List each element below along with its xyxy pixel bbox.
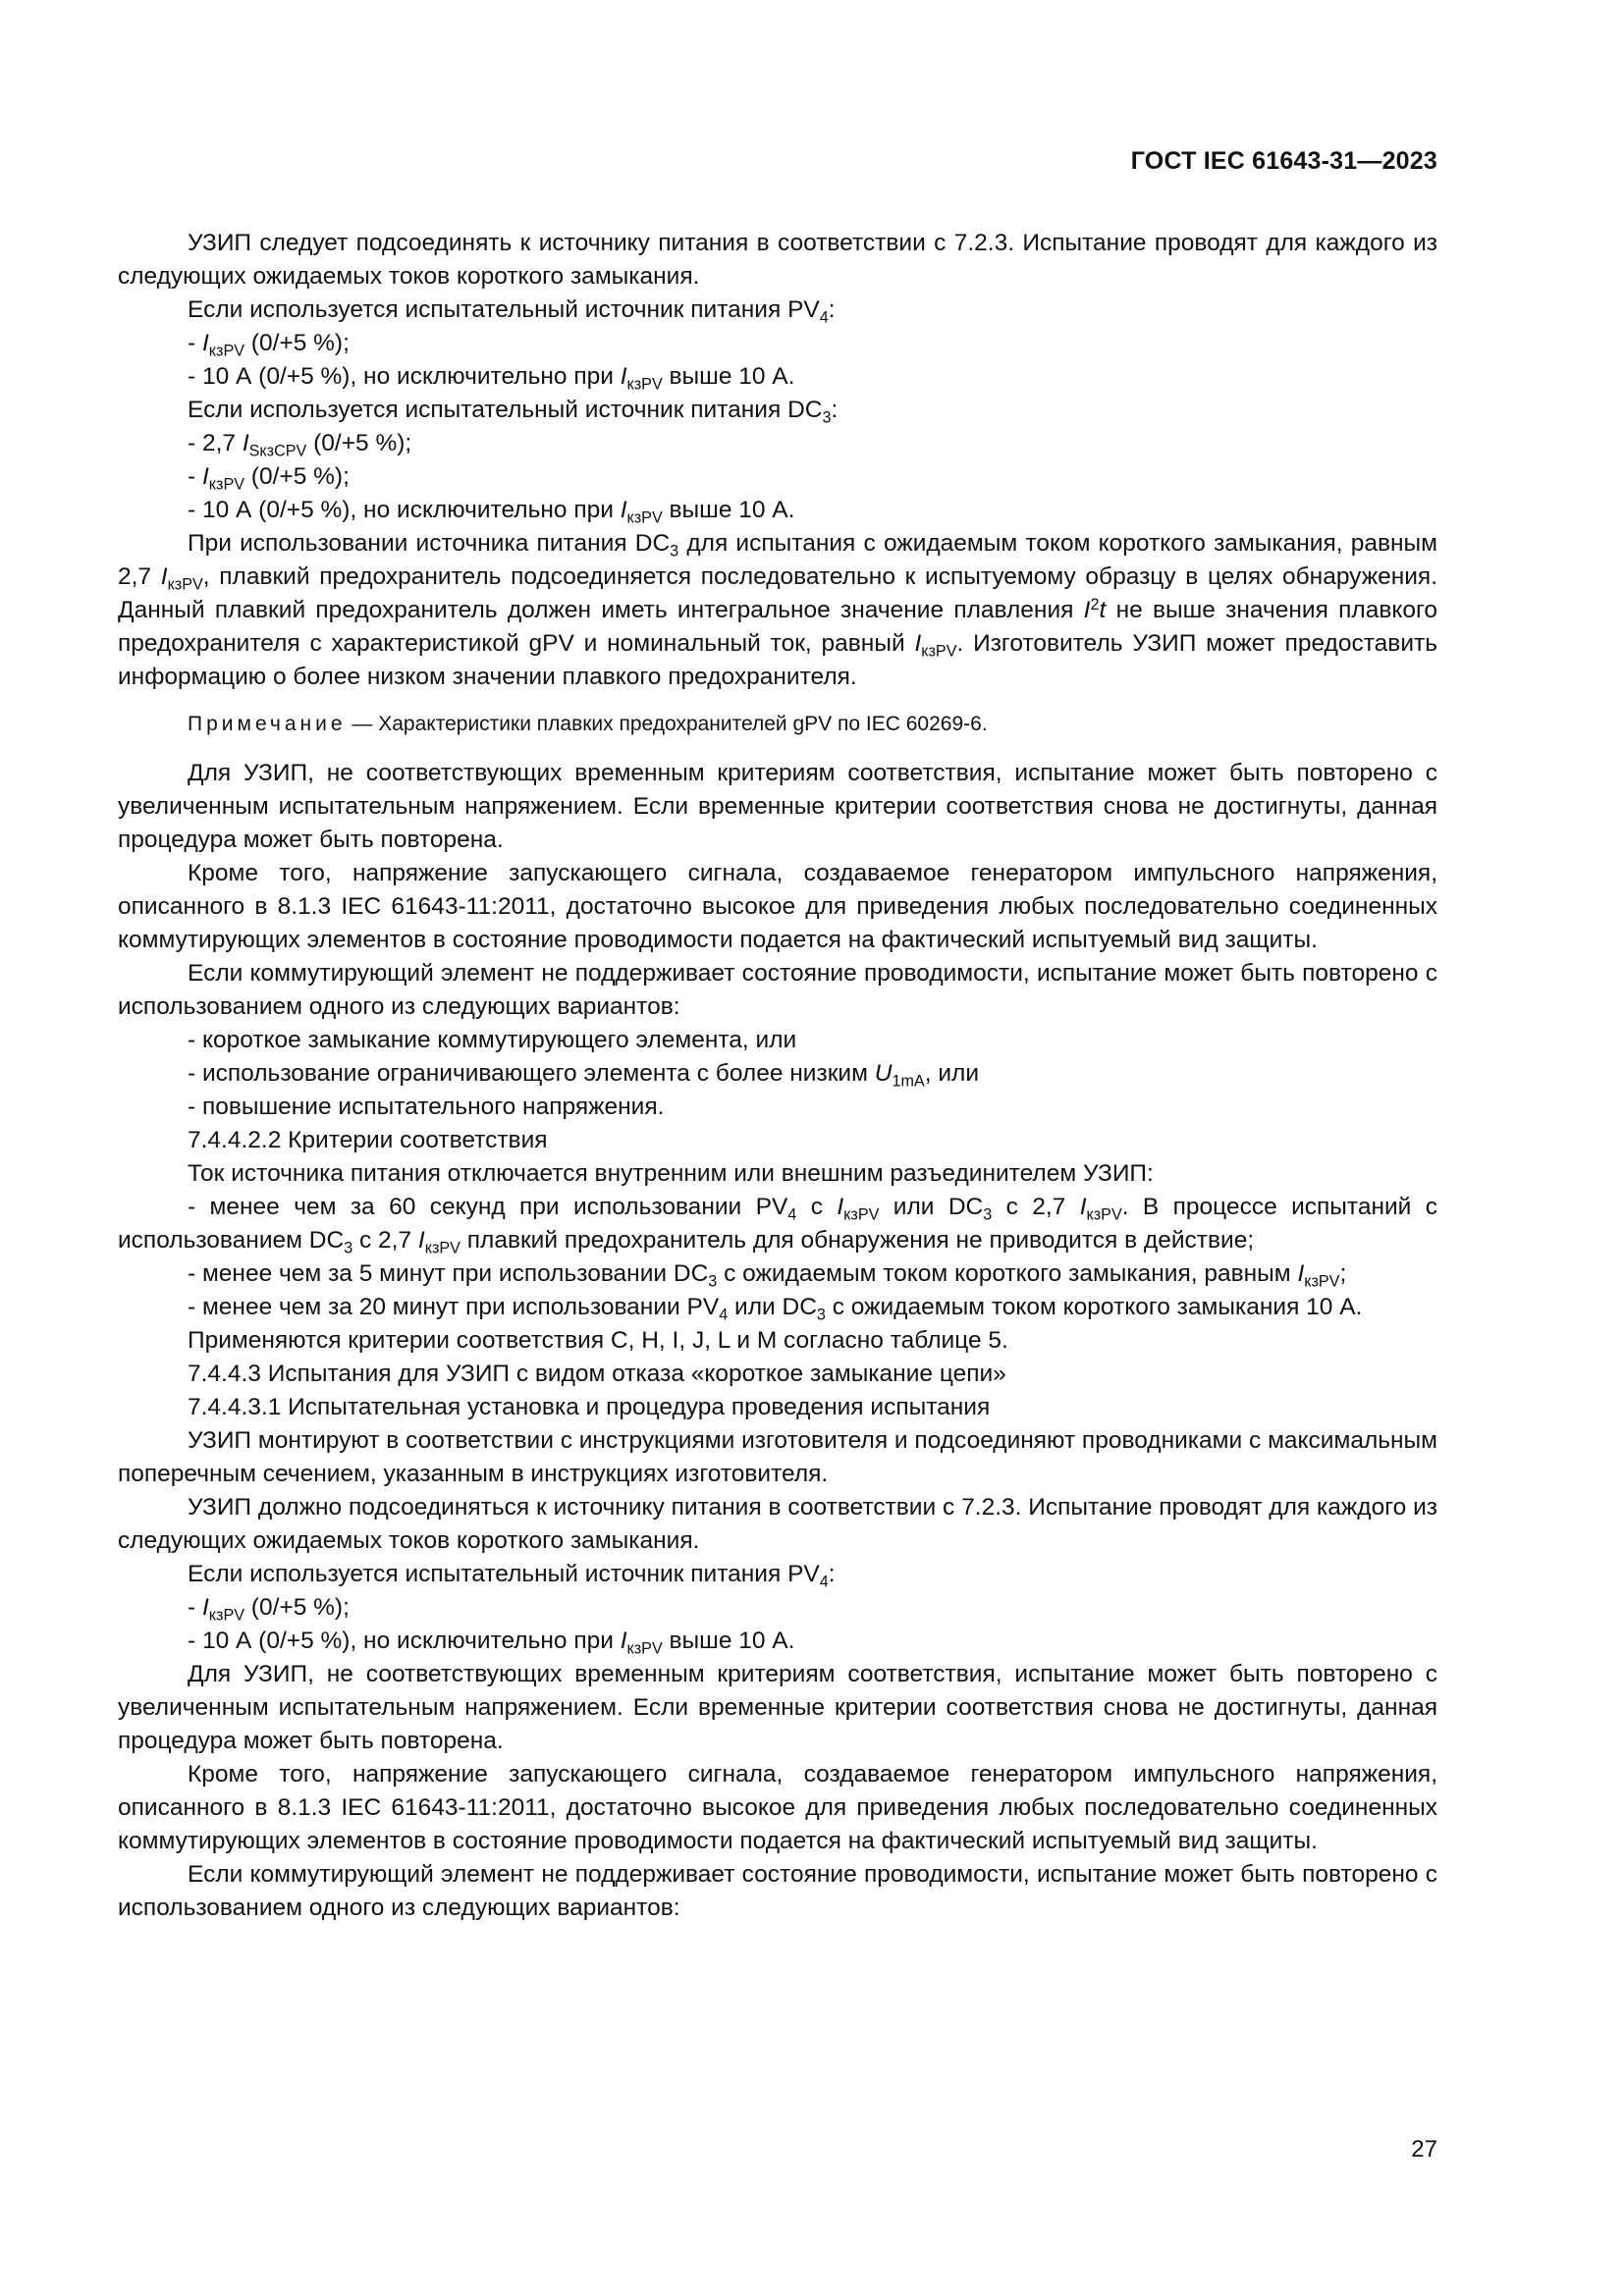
paragraph: Кроме того, напряжение запускающего сигнала, создаваемое генератором импульсного напряжения, описанного в 8.1.3 IEC 61643-11:2011, достаточно высокое для приведения любых последовательно соединенных коммутирующих элементов в состояние проводимости подается на фактический испытуемый вид защиты. (118, 1761, 1437, 1854)
paragraph: УЗИП следует подсоединять к источнику питания в соответствии с 7.2.3. Испытание проводят для каждого из следующих ожидаемых токов короткого замыкания. (118, 230, 1437, 290)
paragraph: Если коммутирующий элемент не поддерживает состояние проводимости, испытание может быть повторено с использованием одного из следующих вариантов: (118, 960, 1437, 1020)
note-label: Примечание (188, 713, 347, 735)
list-item: - 10 А (0/+5 %), но исключительно при $I_{кзPV}$ выше 10 А. (188, 1628, 795, 1658)
list-item: - $I_{кзPV}$ (0/+5 %); (188, 463, 350, 494)
list-item: - 10 А (0/+5 %), но исключительно при $I_{кзPV}$ выше 10 А. (188, 497, 795, 527)
paragraph: Для УЗИП, не соответствующих временным критериям соответствия, испытание может быть повторено с увеличенным испытательным напряжением. Если временные критерии соответствия снова не достигнуты, данная процедура может быть повторена. (118, 760, 1437, 853)
paragraph: Для УЗИП, не соответствующих временным критериям соответствия, испытание может быть повторено с увеличенным испытательным напряжением. Если временные критерии соответствия снова не достигнуты, данная процедура может быть повторена. (118, 1661, 1437, 1754)
list-item: - 10 А (0/+5 %), но исключительно при $I_{кзPV}$ выше 10 А. (188, 363, 795, 394)
paragraph: УЗИП монтируют в соответствии с инструкциями изготовителя и подсоединяют проводниками с максимальным поперечным сечением, указанным в инструкциях изготовителя. (118, 1427, 1437, 1487)
paragraph: Если используется испытательный источник питания $DC_3$: (188, 397, 839, 427)
list-item: - повышение испытательного напряжения. (188, 1094, 665, 1120)
list-item: - менее чем за 20 минут при использовании $PV_4$ или $DC_3$ с ожидаемым током короткого замыкания 10 А. (188, 1294, 1363, 1324)
list-item: - короткое замыкание коммутирующего элемента, или (188, 1027, 797, 1053)
section-heading: 7.4.4.2.2 Критерии соответствия (188, 1127, 548, 1153)
list-item: - менее чем за 60 секунд при использовании $PV_4$ с $I_{кзPV}$ или $DC_3$ с 2,7 $I_{кзPV}$. В процессе испытаний с использованием $DC_3$ с 2,7 $I_{кзPV}$ плавкий предохранитель для обнаружения не приводится в действие; (118, 1194, 1438, 1257)
note: Примечание — Характеристики плавких предохранителей gPV по IEC 60269-6. (188, 713, 988, 735)
paragraph: Ток источника питания отключается внутренним или внешним разъединителем УЗИП: (188, 1160, 1154, 1187)
list-item: - $I_{кзPV}$ (0/+5 %); (188, 1594, 350, 1625)
paragraph: Если коммутирующий элемент не поддерживает состояние проводимости, испытание может быть повторено с использованием одного из следующих вариантов: (118, 1861, 1437, 1921)
paragraph: УЗИП должно подсоединяться к источнику питания в соответствии с 7.2.3. Испытание проводят для каждого из следующих ожидаемых токов короткого замыкания. (118, 1494, 1437, 1554)
section-heading: 7.4.4.3.1 Испытательная установка и процедура проведения испытания (188, 1394, 991, 1420)
paragraph: Если используется испытательный источник питания $PV_4$: (188, 296, 836, 327)
paragraph: Если используется испытательный источник питания $PV_4$: (188, 1561, 836, 1591)
list-item: - менее чем за 5 минут при использовании $DC_3$ с ожидаемым током короткого замыкания, равным $I_{кзPV}$; (188, 1260, 1347, 1291)
list-item: - $I_{кзPV}$ (0/+5 %); (188, 330, 350, 360)
list-item: - использование ограничивающего элемента с более низким $U_{1mA}$, или (188, 1060, 979, 1091)
paragraph: При использовании источника питания $DC_3$ для испытания с ожидаемым током короткого замыкания, равным 2,7 $I_{кзPV}$, плавкий предохранитель подсоединяется последовательно к испытуемому образцу в целях обнаружения. Данный плавкий предохранитель должен иметь интегральное значение плавления $I^2t$ не выше значения плавкого предохранителя с характеристикой gPV и номинальный ток, равный $I_{кзPV}$. Изготовитель УЗИП может предоставить информацию о более низком значении плавкого предохранителя. (118, 530, 1438, 690)
list-item: - 2,7 $I_{SкзCPV}$ (0/+5 %); (188, 430, 412, 460)
document-header: ГОСТ IEC 61643-31—2023 (1130, 147, 1437, 175)
paragraph: Применяются критерии соответствия C, H, I, J, L и M согласно таблице 5. (188, 1327, 1008, 1354)
page-number: 27 (1411, 2136, 1437, 2163)
section-heading: 7.4.4.3 Испытания для УЗИП с видом отказа «короткое замыкание цепи» (188, 1361, 1006, 1387)
paragraph: Кроме того, напряжение запускающего сигнала, создаваемое генератором импульсного напряжения, описанного в 8.1.3 IEC 61643-11:2011, достаточно высокое для приведения любых последовательно соединенных коммутирующих элементов в состояние проводимости подается на фактический испытуемый вид защиты. (118, 860, 1437, 953)
body-text (118, 227, 1437, 1925)
